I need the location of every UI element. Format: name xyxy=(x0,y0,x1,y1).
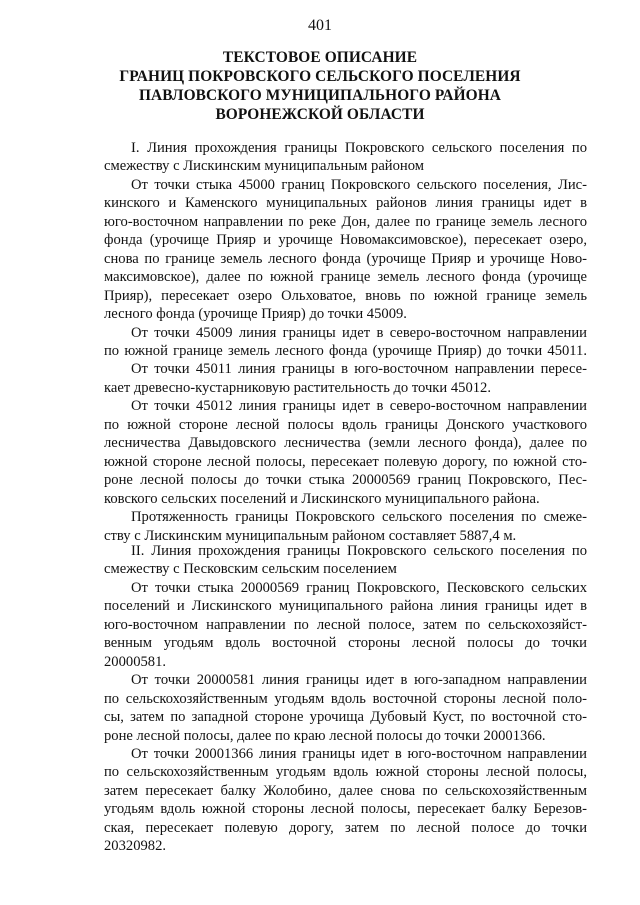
paragraph-line: ству с Лискинским муниципальным районом составляет 5887,4 м. xyxy=(104,527,517,544)
paragraph-line: юго-восточном направлении по лесной полосе, затем по сельскохозяйст- xyxy=(104,616,587,633)
title-line: ГРАНИЦ ПОКРОВСКОГО СЕЛЬСКОГО ПОСЕЛЕНИЯ xyxy=(119,68,521,85)
paragraph-line: по сельскохозяйственным угодьям вдоль восточной стороны лесной поло- xyxy=(104,690,587,707)
paragraph-line: Прияр), пересекает озеро Ольховатое, вновь по южной границе земель xyxy=(104,287,587,304)
paragraph-line: лесного фонда (урочище Прияр) до точки 45009. xyxy=(104,306,407,323)
paragraph-line: От точки стыка 45000 границ Покровского сельского поселения, Лис- xyxy=(131,176,587,193)
paragraph-line: по южной границе земель лесного фонда (урочище Прияр) до точки 45011. xyxy=(104,342,587,359)
paragraph-line: ковского сельских поселений и Лискинского муниципального района. xyxy=(104,490,540,507)
paragraph-line: сы, затем по западной стороне урочища Дубовый Куст, по восточной сто- xyxy=(104,709,587,726)
title-line: ТЕКСТОВОЕ ОПИСАНИЕ xyxy=(222,49,418,66)
paragraph-line: От точки 45011 линия границы в юго-восточном направлении пересе- xyxy=(131,361,587,378)
paragraph-line: От точки 20001366 линия границы идет в юго-восточном направлении xyxy=(131,745,587,762)
paragraph-line: ская, пересекает полевую дорогу, затем по лесной полосе до точки xyxy=(104,819,587,836)
paragraph-line: южной стороне лесной полосы, пересекает полевую дорогу, по южной сто- xyxy=(104,453,587,470)
section-heading: II. Линия прохождения границы Покровского сельского поселения по xyxy=(131,543,587,559)
section-peski-border xyxy=(104,542,587,856)
paragraph-line: угодьям вдоль южной стороны лесной полосы, пересекает балку Березов- xyxy=(104,801,587,818)
section-lisky-border xyxy=(104,139,587,545)
paragraph-line: по сельскохозяйственным угодьям вдоль южной стороны лесной полосы, xyxy=(104,764,587,781)
paragraph-line: венным угодьям вдоль восточной стороны лесной полосы до точки xyxy=(104,635,587,652)
paragraph-line: От точки 45012 линия границы идет в северо-восточном направлении xyxy=(131,398,587,415)
paragraph-line: От точки 45009 линия границы идет в северо-восточном направлении xyxy=(131,324,587,341)
paragraph-line: по южной стороне лесной полосы вдоль границы Донского участкового xyxy=(104,416,587,433)
paragraph-line: 20000581. xyxy=(104,653,167,670)
paragraph-line: Протяженность границы Покровского сельского поселения по смеже- xyxy=(131,509,587,526)
paragraph-line: юго-восточном направлении по реке Дон, далее по границе земель лесного xyxy=(104,213,587,230)
paragraph-line: От точки 20000581 линия границы идет в юго-западном направлении xyxy=(131,672,587,689)
paragraph-line: максимовское), далее по южной границе земель лесного фонда (урочище xyxy=(104,269,587,286)
document-title xyxy=(100,48,540,124)
paragraph-line: От точки стыка 20000569 границ Покровского, Песковского сельских xyxy=(131,579,587,596)
paragraph-line: кинского и Каменского муниципальных районов линия границы идет в xyxy=(104,195,587,212)
page-number: 401 xyxy=(308,17,332,34)
paragraph-line: фонда (урочище Прияр и урочище Новомаксимовское), пересекает озеро, xyxy=(104,232,587,249)
paragraph-line: лесничества Давыдовского лесничества (земли лесного фонда), далее по xyxy=(104,435,587,452)
section-heading: смежеству с Лискинским муниципальным районом xyxy=(104,158,424,175)
paragraph-line: затем пересекает балку Жолобино, далее снова по сельскохозяйственным xyxy=(104,782,587,799)
paragraph-line: роне лесной полосы, далее по краю лесной полосы до точки 20001366. xyxy=(104,727,546,744)
paragraph-line: роне лесной полосы до точки стыка 20000569 границ Покровского, Пес- xyxy=(104,472,587,489)
paragraph-line: 20320982. xyxy=(104,838,167,855)
paragraph-line: кает древесно-кустарниковую растительность до точки 45012. xyxy=(104,379,491,396)
section-heading: смежеству с Песковским сельским поселением xyxy=(104,561,397,578)
paragraph-line: поселений и Лискинского муниципального района линия границы идет в xyxy=(104,598,587,615)
title-line: ПАВЛОВСКОГО МУНИЦИПАЛЬНОГО РАЙОНА xyxy=(138,87,502,104)
section-heading: I. Линия прохождения границы Покровского сельского поселения по xyxy=(131,140,587,156)
paragraph-line: снова по границе земель лесного фонда (урочище Прияр и урочище Ново- xyxy=(104,250,587,267)
title-line: ВОРОНЕЖСКОЙ ОБЛАСТИ xyxy=(215,106,425,123)
